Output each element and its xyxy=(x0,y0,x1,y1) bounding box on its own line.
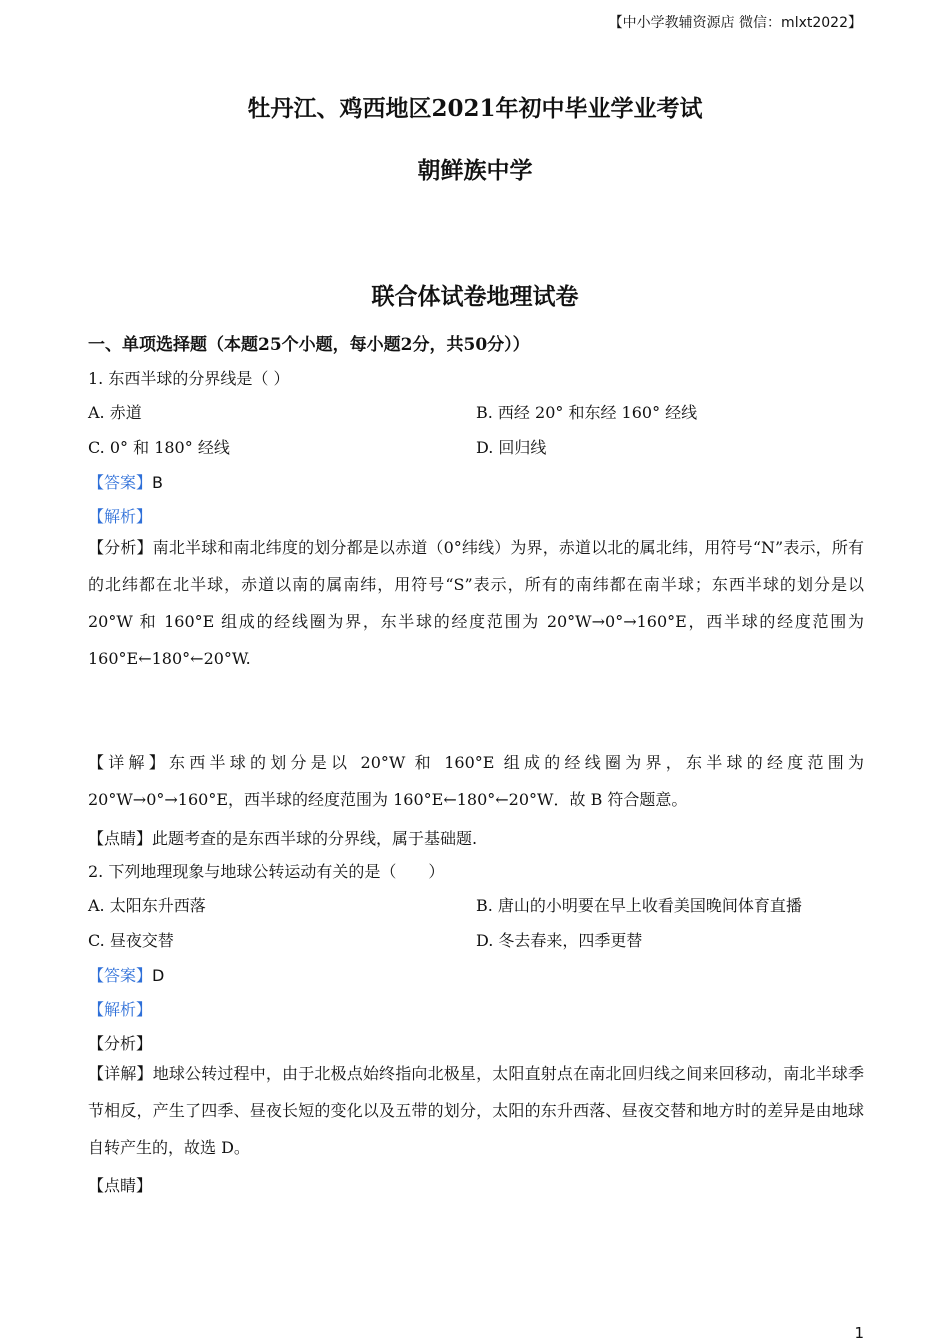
q2-option-a: A. 太阳东升西落 xyxy=(88,896,206,915)
q1-stem: 1. 东西半球的分界线是（ ） xyxy=(88,369,290,388)
q1-option-c: C. 0° 和 180° 经线 xyxy=(88,438,230,457)
section-heading: 一、单项选择题（本题25个小题，每小题2分，共50分）） xyxy=(88,335,530,355)
q1-analysis-tag: 【解析】 xyxy=(88,507,153,526)
paper-title: 联合体试卷地理试卷 xyxy=(371,283,579,310)
school-title: 朝鲜族中学 xyxy=(417,157,533,184)
q2-answer: D xyxy=(152,966,165,985)
q1-fenxi xyxy=(88,529,864,677)
q2-fenxi-tag: 【分析】 xyxy=(88,1034,153,1053)
q1-option-d: D. 回归线 xyxy=(476,438,547,457)
q1-point xyxy=(88,826,477,849)
q1-point-text: 此题考查的是东西半球的分界线，属于基础题. xyxy=(152,829,478,848)
q2-option-c: C. 昼夜交替 xyxy=(88,931,174,950)
q2-option-d: D. 冬去春来，四季更替 xyxy=(476,931,643,950)
q2-answer-line xyxy=(88,963,164,986)
q1-answer-tag: 【答案】 xyxy=(88,473,153,492)
header-note: 【中小学教辅资源店 微信：mlxt2022】 xyxy=(608,15,862,31)
q1-fenxi-text: 南北半球和南北纬度的划分都是以赤道（0°纬线）为界，赤道以北的属北纬，用符号“N”表示，所有的北纬都在北半球，赤道以南的属南纬，用符号“S”表示，所有的南纬都在南半球；东西半球的划分是以 20°W 和 160°E 组成的经线圈为界，东半球的经度范围为 20°W→0°→160°E，西半球的经度范围为 160°E←180°←20°W. xyxy=(88,538,864,668)
q1-option-b: B. 西经 20° 和东经 160° 经线 xyxy=(476,403,698,422)
q1-detail xyxy=(88,744,864,818)
q2-stem: 2. 下列地理现象与地球公转运动有关的是（ ） xyxy=(88,862,445,881)
q1-option-a: A. 赤道 xyxy=(88,403,142,422)
q1-fenxi-tag: 【分析】 xyxy=(88,538,153,557)
q2-detail xyxy=(88,1055,864,1166)
q1-detail-text: 东西半球的划分是以 20°W 和 160°E 组成的经线圈为界，东半球的经度范围为 20°W→0°→160°E，西半球的经度范围为 160°E←180°←20°W．故 B 符合题意。 xyxy=(88,753,864,809)
q2-detail-text: 地球公转过程中，由于北极点始终指向北极星，太阳直射点在南北回归线之间来回移动，南北半球季节相反，产生了四季、昼夜长短的变化以及五带的划分，太阳的东升西落、昼夜交替和地方时的差异是由地球自转产生的，故选 D。 xyxy=(88,1064,864,1157)
q1-answer-line xyxy=(88,470,163,493)
q2-answer-tag: 【答案】 xyxy=(88,966,153,985)
q1-answer: B xyxy=(152,473,163,492)
page-number: 1 xyxy=(854,1324,864,1342)
q2-analysis-tag: 【解析】 xyxy=(88,1000,153,1019)
q2-point-tag: 【点睛】 xyxy=(88,1176,153,1195)
q1-point-tag: 【点睛】 xyxy=(88,829,153,848)
q2-option-b: B. 唐山的小明要在早上收看美国晚间体育直播 xyxy=(476,896,802,915)
q1-detail-tag: 【详解】 xyxy=(88,753,169,772)
q2-detail-tag: 【详解】 xyxy=(88,1064,153,1083)
exam-title: 牡丹江、鸡西地区2021年初中毕业学业考试 xyxy=(247,95,703,122)
